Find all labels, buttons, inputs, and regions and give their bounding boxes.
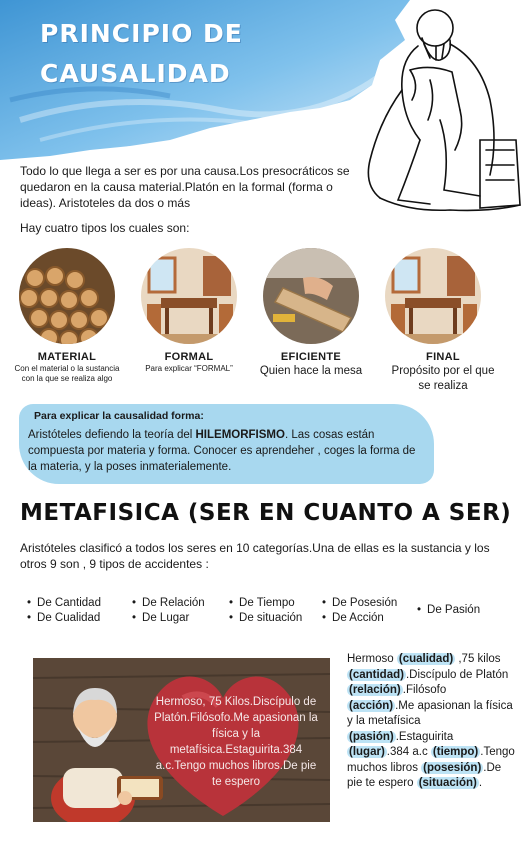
dining-room-photo	[141, 248, 237, 344]
dining-room-photo	[385, 248, 481, 344]
accidents-col-2	[132, 596, 205, 626]
cause-eficiente: EFICIENTE Quien hace la mesa	[259, 351, 363, 377]
accidents-col-1	[27, 596, 101, 626]
list-item: • De Acción	[322, 612, 384, 624]
logs-photo	[19, 248, 115, 344]
carpenter-photo	[263, 248, 359, 344]
annotated-example: Hermoso (cualidad) ,75 kilos (cantidad) .Discípulo de Platón (relación) .Filósofo (acción) .Me apasionan la física y la metafísica (pasión) .Estaguirita (lugar) .384 a.c (tiempo) .Tengo muchos libros (posesión) .De pie te espero (situación) .	[347, 653, 515, 789]
explanation-text: Aristóteles defiendo la teoría del HILEMORFISMO. Las cosas están compuesta por materia y forma. Conocer es aprendeher , coges la forma de la materia, y la poses inmaterialemente.	[28, 429, 416, 473]
list-item: • De Pasión	[417, 604, 481, 616]
cause-final: FINAL Propósito por el que se realiza	[391, 351, 495, 392]
metafisica-title: METAFISICA (SER EN CUANTO A SER)	[20, 500, 512, 526]
cause-material: MATERIAL Con el material o la sustancia con la que se realiza algo	[14, 351, 120, 383]
list-item: • De Posesión	[322, 597, 398, 609]
list-item: • De Cualidad	[27, 612, 101, 624]
accidents-col-5	[417, 603, 480, 618]
page-title: PRINCIPIO DE CAUSALIDAD	[40, 19, 243, 88]
list-item: • De Relación	[132, 597, 205, 609]
accidents-col-3	[229, 596, 302, 626]
cause-formal: FORMAL Para explicar “FORMAL”	[145, 351, 233, 373]
accidents-col-4	[322, 596, 397, 626]
list-item: • De Cantidad	[27, 597, 101, 609]
photo-caption: Hermoso, 75 Kilos.Discípulo de Platón.Filósofo.Me apasionan la física y la metafísica.Estaguirita.384 a.c.Tengo muchos libros.De pie te espero	[154, 696, 318, 788]
metafisica-text: Aristóteles clasificó a todos los seres en 10 categorías.Una de ellas es la sustancia y los otros 9 son , 9 tipos de accidentes :	[20, 541, 490, 571]
list-item: • De Tiempo	[229, 597, 295, 609]
types-intro: Hay cuatro tipos los cuales son:	[20, 221, 190, 235]
thinker-statue-illustration	[340, 0, 532, 220]
explanation-heading: Para explicar la causalidad forma:	[34, 410, 204, 422]
intro-paragraph: Todo lo que llega a ser es por una causa.Los presocráticos se quedaron en la causa material.Platón en la formal (forma o ideas). Aristoteles da dos o más	[20, 164, 350, 210]
list-item: • De situación	[229, 612, 303, 624]
list-item: • De Lugar	[132, 612, 190, 624]
